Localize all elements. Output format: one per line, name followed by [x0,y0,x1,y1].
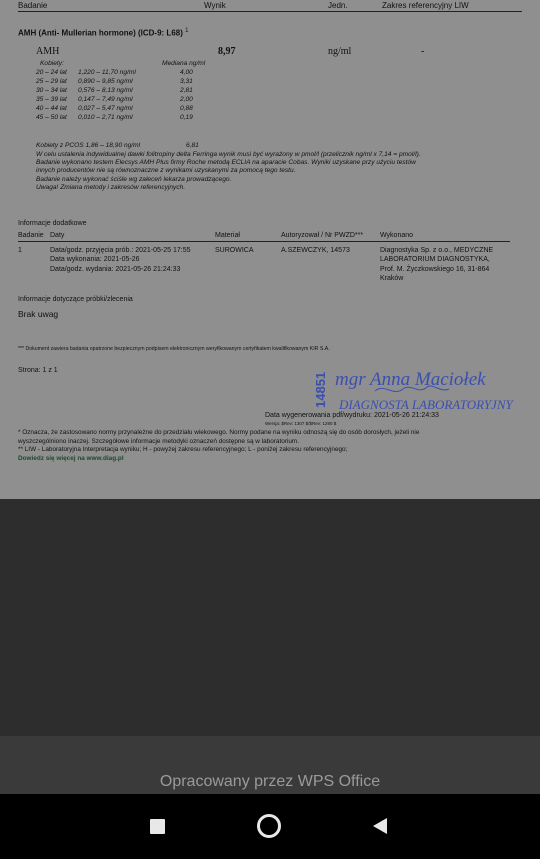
pcos-median: 6,81 [186,142,199,149]
date-line: Data/godz. przyjęcia prób.: 2021-05-25 17:55 [50,247,191,254]
additional-info-header [18,231,510,242]
ai-row-autoryzowal: A.SZEWCZYK, 14573 [281,247,350,254]
notes-block [36,142,506,192]
diag-link[interactable]: Dowiedz się więcej na www.diag.pl [18,454,124,462]
ai-head-daty: Daty [50,232,65,239]
header-wynik: Wynik [204,1,226,10]
reference-range: 0,027 – 5,47 ng/ml [78,105,133,112]
stamp-name: mgr Anna Maciołek [335,369,486,390]
test-result: 8,97 [218,46,236,57]
ai-head-autoryzowal: Autoryzował / Nr PWZD*** [281,232,364,239]
additional-info-row [18,246,510,296]
reference-age: 40 – 44 lat [36,105,67,112]
android-nav-bar [0,794,540,859]
square-icon [150,819,165,834]
circle-icon [257,814,281,838]
stamp-role: DIAGNOSTA LABORATORYJNY [339,397,513,412]
pcos-label: Kobiety z PCOS 1,86 – 18,90 ng/ml [36,142,141,149]
generated-date: Data wygenerowania pdf/wydruku: 2021-05-26 21:24:33 [265,412,439,419]
footnote-line: * Oznacza, że zastosowano normy przynależne do przedziału wiekowego. Normy podane na wyniku odnoszą się do osób dorosłych, jeżeli nie [18,429,420,436]
additional-info-title: Informacje dodatkowe [18,220,87,227]
ai-head-wykonano: Wykonano [380,232,414,239]
ref-col-median: Mediana ng/ml [162,60,206,67]
version-info: Wersja: $Rev: 1307 $/$Rev: 1290 $ [265,421,337,426]
lab-address-line: LABORATORIUM DIAGNOSTYKA, [380,256,490,264]
test-unit: ng/ml [328,46,352,57]
page-number: Strona: 1 z 1 [18,367,58,374]
reference-age: 35 – 39 lat [36,96,67,103]
note-line: W celu ustalenia indywidualnej dawki folitropiny delta Ferringa wynik musi być wyrażony w pmol/l (przelicznik ng/ml x 7,14 = pmol/l). [36,151,421,158]
date-line: Data/godz. wydania: 2021-05-26 21:24:33 [50,265,181,273]
ai-row-material: SUROWICA [215,247,254,254]
probe-info-value: Brak uwag [18,309,59,319]
probe-info-title: Informacje dotyczące próbki/zlecenia [18,296,133,303]
reference-age: 20 – 24 lat [36,69,67,76]
reference-age: 45 – 50 lat [36,114,67,121]
footnote-line: ** LIW - Laboratoryjna Interpretacja wyniku; H - powyżej zakresu referencyjnego; L - poniżej zakresu referencyjnego; [18,446,348,454]
lab-address-line: Prof. M. Życzkowskiego 16, 31-864 [380,265,490,273]
reference-age: 25 – 29 lat [36,78,67,85]
reference-range: 0,147 – 7,49 ng/ml [78,96,133,103]
test-name: AMH [36,46,60,57]
ref-col-women: Kobiety: [40,60,64,67]
home-button[interactable] [251,808,287,844]
footnotes [18,429,518,464]
reference-range: 1,220 – 11,70 ng/ml [78,69,136,76]
back-button[interactable] [362,808,398,844]
note-line: innych producentów nie są równoznaczne z wynikami uzyskanymi za pomocą tego testu. [36,167,296,175]
lab-address-line: Diagnostyka Sp. z o.o., MEDYCZNE [380,247,494,254]
header-zakres: Zakres referencyjny LIW [382,1,469,10]
reference-age: 30 – 34 lat [36,87,67,94]
test-title [18,28,188,39]
test-title-sup: 1 [185,28,189,34]
reference-median: 4,00 [180,69,193,76]
triangle-back-icon [371,817,389,835]
results-header [18,0,522,12]
note-line: Badanie wykonano testem Elecsys AMH Plus firmy Roche metodą ECLIA na aparacie Cobas. Wyniki uzyskane przy użyciu testów [36,159,416,167]
reference-median: 2,81 [180,87,193,94]
recents-button[interactable] [139,808,175,844]
ai-row-wykonano [380,246,493,284]
reference-range: 0,890 – 9,85 ng/ml [78,78,133,85]
ai-row-daty [50,246,190,274]
note-line: Uwaga! Zmiana metody i zakresów referencyjnych. [36,183,186,191]
reference-range: 0,010 – 2,71 ng/ml [78,114,133,121]
date-line: Data wykonania: 2021-05-26 [50,256,140,264]
reference-median: 0,19 [180,114,193,121]
reference-median: 0,88 [180,105,193,112]
test-ref-range: - [421,46,425,57]
reference-median: 2,00 [180,96,193,103]
wps-label: Opracowany przez WPS Office [159,773,381,790]
reference-median: 3,31 [180,78,193,85]
ai-head-badanie: Badanie [18,232,44,239]
test-title-text: AMH (Anti- Mullerian hormone) (ICD-9: L68) [18,28,183,38]
note-line: Badanie należy wykonać ściśle wg zaleceń lekarza prowadzącego. [36,175,232,183]
stamp-graphic [315,363,515,415]
signature-note: *** Dokument zawiera badania opatrzone bezpiecznym podpisem elektronicznym weryfikowanym certyfikatem kwalifikowanym KIR S.A. [18,346,330,352]
footnote-line: wyszczególniono inaczej. Szczegółowe informacje metodyki oznaczeń dostępne są w laboratorium. [18,437,299,445]
ai-row-badanie: 1 [18,247,22,254]
header-jedn: Jedn. [328,1,348,10]
ai-head-material: Materiał [215,232,240,239]
stamp-number: 14851 [313,371,328,408]
header-badanie: Badanie [18,1,48,10]
signature-stamp [315,363,515,415]
reference-range: 0,576 – 8,13 ng/ml [78,87,133,94]
lab-address-line: Kraków [380,275,404,283]
